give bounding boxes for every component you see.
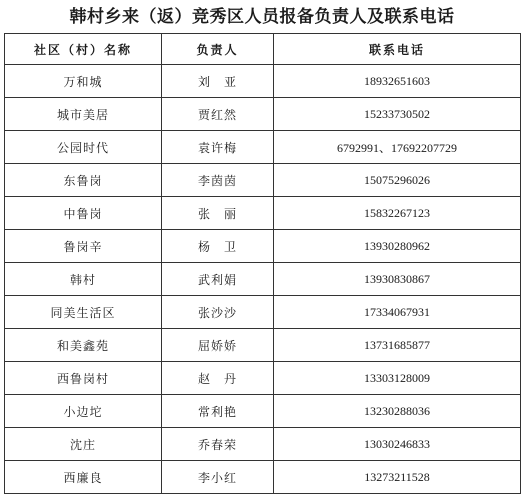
phone-cell: 13930280962 [274, 230, 521, 263]
table-row [5, 98, 521, 131]
table-row [5, 362, 521, 395]
community-cell: 和美鑫苑 [5, 329, 162, 362]
community-cell: 城市美居 [5, 98, 162, 131]
community-cell: 东鲁岗 [5, 164, 162, 197]
table-row [5, 164, 521, 197]
phone-cell: 13303128009 [274, 362, 521, 395]
table-row [5, 395, 521, 428]
phone-cell: 13273211528 [274, 461, 521, 494]
community-cell: 沈庄 [5, 428, 162, 461]
column-header-person: 负责人 [162, 34, 274, 65]
table-row [5, 329, 521, 362]
contacts-table [4, 33, 521, 494]
community-cell: 同美生活区 [5, 296, 162, 329]
person-cell: 李小红 [162, 461, 274, 494]
table-row [5, 65, 521, 98]
person-cell: 武利娟 [162, 263, 274, 296]
community-cell: 公园时代 [5, 131, 162, 164]
table-row [5, 197, 521, 230]
person-cell: 赵 丹 [162, 362, 274, 395]
phone-cell: 15832267123 [274, 197, 521, 230]
person-cell: 杨 卫 [162, 230, 274, 263]
community-cell: 鲁岗辛 [5, 230, 162, 263]
phone-cell: 13930830867 [274, 263, 521, 296]
table-header-row [5, 34, 521, 65]
table-row [5, 428, 521, 461]
phone-cell: 17334067931 [274, 296, 521, 329]
table-row [5, 230, 521, 263]
community-cell: 小边坨 [5, 395, 162, 428]
person-cell: 屈娇娇 [162, 329, 274, 362]
column-header-community: 社区（村）名称 [5, 34, 162, 65]
column-header-phone: 联系电话 [274, 34, 521, 65]
person-cell: 常利艳 [162, 395, 274, 428]
phone-cell: 15075296026 [274, 164, 521, 197]
community-cell: 万和城 [5, 65, 162, 98]
phone-cell: 18932651603 [274, 65, 521, 98]
person-cell: 张 丽 [162, 197, 274, 230]
table-row [5, 263, 521, 296]
page-title: 韩村乡来（返）竞秀区人员报备负责人及联系电话 [69, 7, 455, 27]
phone-cell: 13731685877 [274, 329, 521, 362]
table-row [5, 296, 521, 329]
person-cell: 乔春荣 [162, 428, 274, 461]
person-cell: 张沙沙 [162, 296, 274, 329]
community-cell: 西鲁岗村 [5, 362, 162, 395]
person-cell: 贾红然 [162, 98, 274, 131]
community-cell: 中鲁岗 [5, 197, 162, 230]
phone-cell: 15233730502 [274, 98, 521, 131]
person-cell: 刘 亚 [162, 65, 274, 98]
phone-cell: 13030246833 [274, 428, 521, 461]
community-cell: 韩村 [5, 263, 162, 296]
person-cell: 李茵茵 [162, 164, 274, 197]
phone-cell: 6792991、17692207729 [274, 131, 521, 164]
person-cell: 袁许梅 [162, 131, 274, 164]
phone-cell: 13230288036 [274, 395, 521, 428]
community-cell: 西廉良 [5, 461, 162, 494]
table-row [5, 461, 521, 494]
table-row [5, 131, 521, 164]
